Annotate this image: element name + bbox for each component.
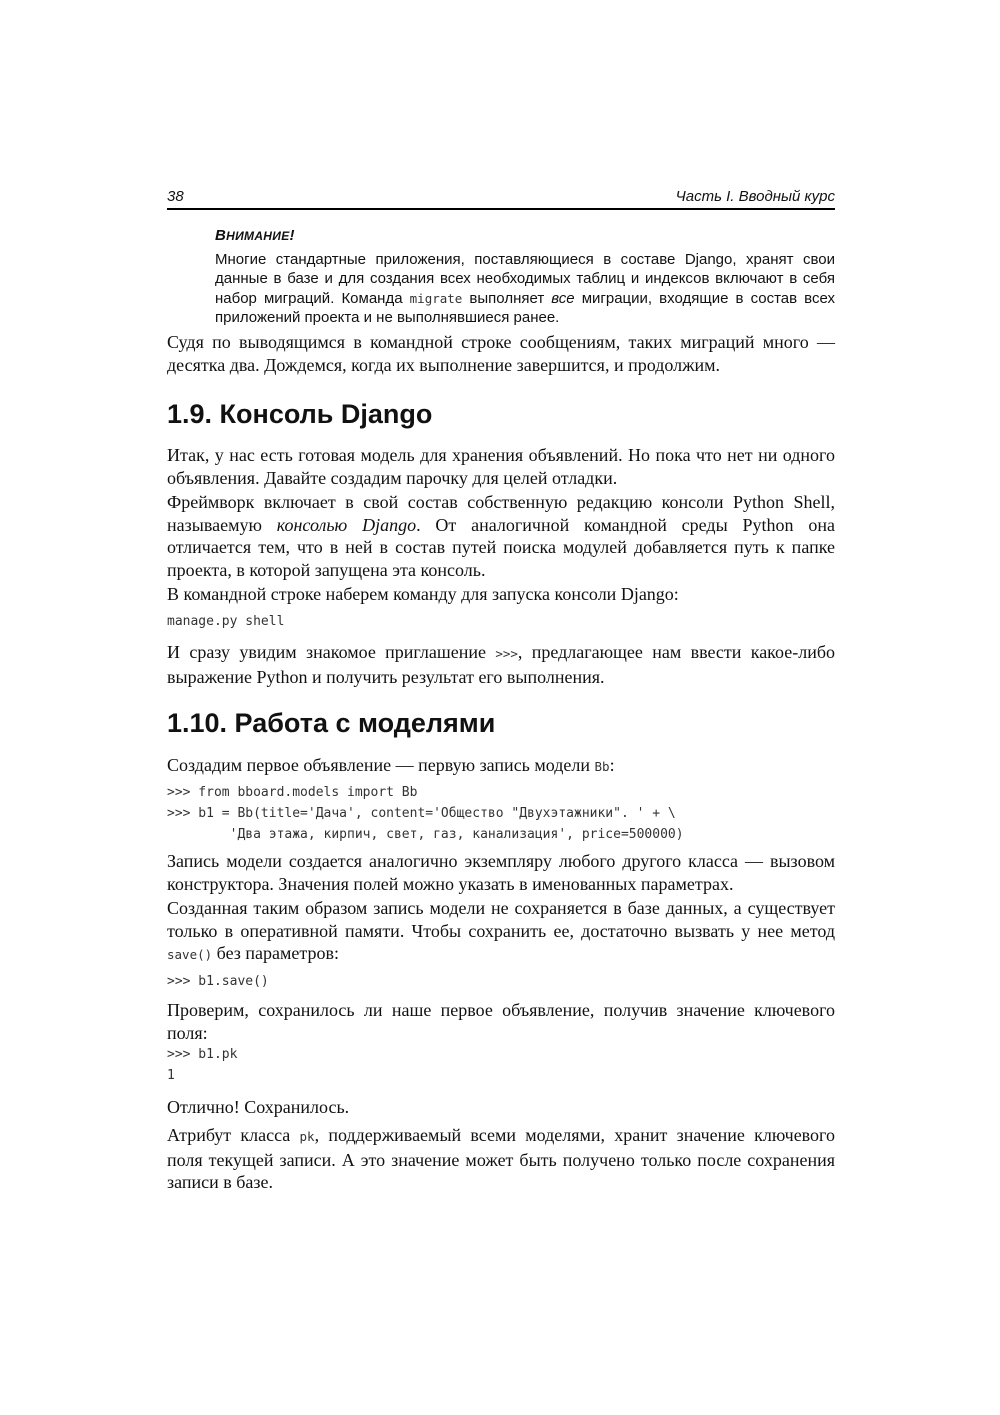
- paragraph: Запись модели создается аналогично экземпляру любого другого класса — вызовом конструктора. Значения полей можно указать в именованных параметрах.: [167, 851, 835, 894]
- paragraph: Фреймворк включает в свой состав собственную редакцию консоли Python Shell, называемую консолью Django. От аналогичной командной среды Python она отличается тем, что в ней в состав путей поиска модулей добавляется путь к папке проекта, в которой запущена эта консоль.: [167, 492, 835, 580]
- inline-code: migrate: [409, 290, 463, 306]
- paragraph: Судя по выводящимся в командной строке сообщениям, таких миграций много — десятка два. Дождемся, когда их выполнение завершится, и продолжим.: [167, 332, 835, 375]
- code-block: manage.py shell: [167, 614, 285, 629]
- paragraph: Создадим первое объявление — первую запись модели Bb:: [167, 755, 615, 775]
- note-text: Многие стандартные приложения, поставляющиеся в составе Django, хранят свои данные в базе и для создания всех необходимых таблиц и индексов включают в себя набор миграций. Команда migrate выполняет все миграции, входящие в состав всех приложений проекта и не выполнявшиеся ранее.: [215, 250, 835, 326]
- code-block: >>> b1.pk 1: [167, 1047, 238, 1083]
- attention-note: [215, 226, 835, 328]
- page-header: [167, 186, 835, 210]
- code-block: >>> from bboard.models import Bb >>> b1 = Bb(title='Дача', content='Общество "Двухэтажники". ' + \ 'Два этажа, кирпич, свет, газ, канализация', price=500000): [167, 785, 684, 842]
- paragraph: Созданная таким образом запись модели не сохраняется в базе данных, а существует только в оперативной памяти. Чтобы сохранить ее, достаточно вызвать у нее метод save() без параметров:: [167, 898, 835, 963]
- note-title: ВНИМАНИЕ!: [215, 227, 295, 244]
- paragraph: Атрибут класса pk, поддерживаемый всеми моделями, хранит значение ключевого поля текущей записи. А это значение может быть получено только после сохранения записи в базе.: [167, 1125, 835, 1192]
- inline-code: Bb: [594, 759, 610, 774]
- paragraph: Отлично! Сохранилось.: [167, 1097, 350, 1117]
- section-heading: 1.9. Консоль Django: [167, 399, 433, 429]
- paragraph: Проверим, сохранилось ли наше первое объявление, получив значение ключевого поля:: [167, 1000, 835, 1043]
- inline-code: pk: [299, 1129, 315, 1144]
- paragraph: И сразу увидим знакомое приглашение >>>, предлагающее нам ввести какое-либо выражение Python и получить результат его выполнения.: [167, 642, 835, 687]
- inline-code: >>>: [495, 646, 518, 661]
- page-number: 38: [167, 188, 184, 205]
- inline-code: save(): [167, 947, 213, 962]
- paragraph: Итак, у нас есть готовая модель для хранения объявлений. Но пока что нет ни одного объявления. Давайте создадим парочку для целей отладки.: [167, 445, 835, 488]
- section-heading: 1.10. Работа с моделями: [167, 708, 496, 738]
- code-block: >>> b1.save(): [167, 974, 269, 989]
- paragraph: В командной строке наберем команду для запуска консоли Django:: [167, 584, 679, 604]
- running-title: Часть I. Вводный курс: [675, 188, 835, 205]
